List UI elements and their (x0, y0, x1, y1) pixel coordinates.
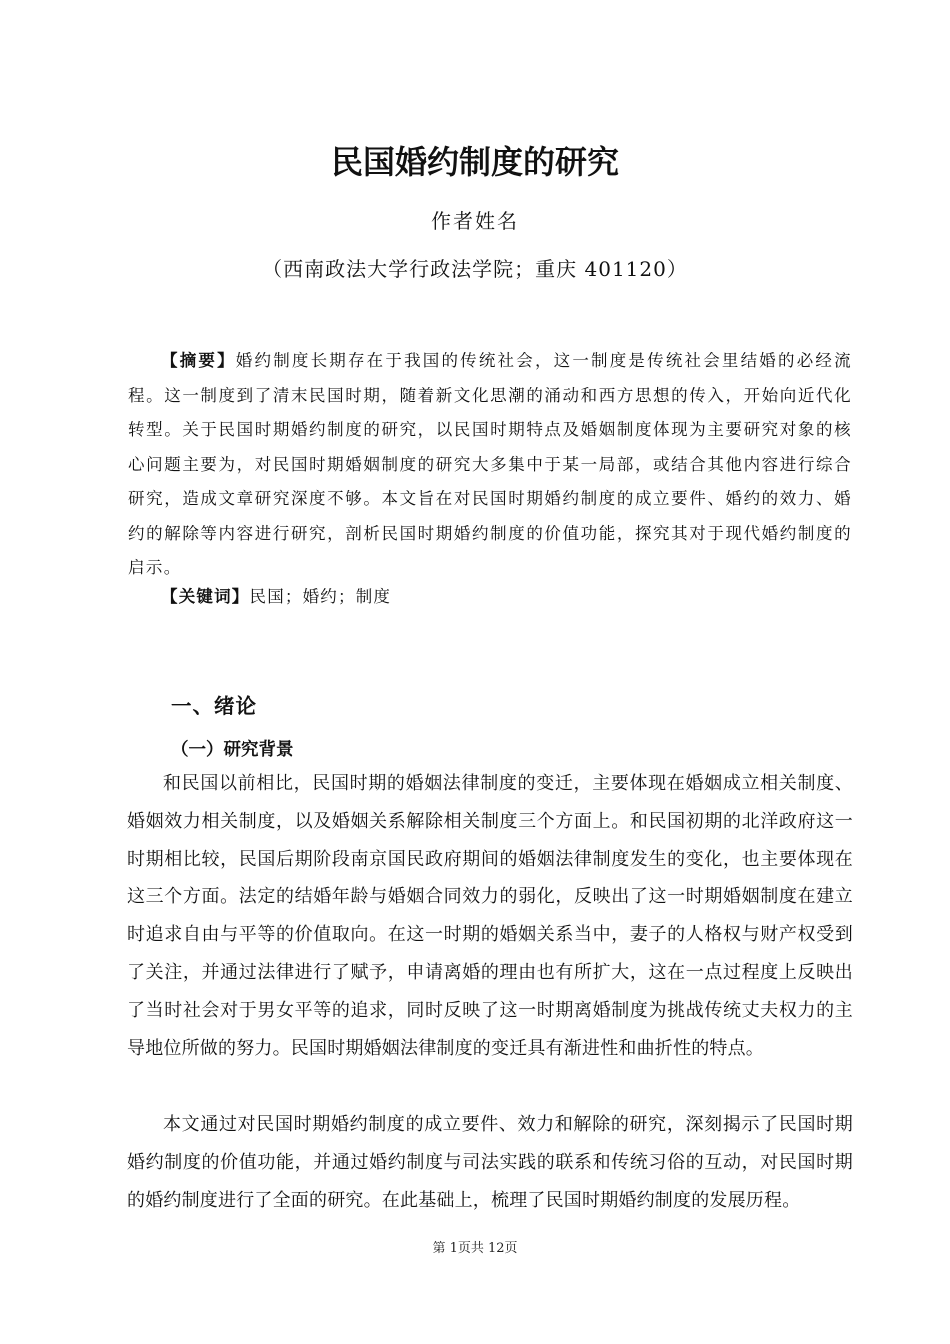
body-paragraph-1: 和民国以前相比，民国时期的婚姻法律制度的变迁，主要体现在婚姻成立相关制度、婚姻效力相关制度，以及婚姻关系解除相关制度三个方面上。和民国初期的北洋政府这一时期相比较，民国后期阶段南京国民政府期间的婚姻法律制度发生的变化，也主要体现在这三个方面。法定的结婚年龄与婚姻合同效力的弱化，反映出了这一时期婚姻制度在建立时追求自由与平等的价值取向。在这一时期的婚姻关系当中，妻子的人格权与财产权受到了关注，并通过法律进行了赋予，申请离婚的理由也有所扩大，这在一点过程度上反映出了当时社会对于男女平等的追求，同时反映了这一时期离婚制度为挑战传统丈夫权力的主导地位所做的努力。民国时期婚姻法律制度的变迁具有渐进性和曲折性的特点。 (127, 773, 853, 1059)
keywords-text: 民国；婚约；制度 (249, 587, 392, 606)
page-footer: 第 1页共 12页 (432, 1241, 518, 1256)
keywords-block (161, 580, 851, 614)
paper-title: 民国婚约制度的研究 (330, 143, 619, 181)
abstract-block (128, 344, 852, 586)
subsection-heading: （一）研究背景 (171, 740, 294, 760)
author-name: 作者姓名 (431, 209, 519, 233)
body-paragraph-2: 本文通过对民国时期婚约制度的成立要件、效力和解除的研究，深刻揭示了民国时期婚约制度的价值功能，并通过婚约制度与司法实践的联系和传统习俗的互动，对民国时期的婚约制度进行了全面的研究。在此基础上，梳理了民国时期婚约制度的发展历程。 (127, 1114, 853, 1211)
keywords-label: 【关键词】 (161, 587, 250, 606)
abstract-label: 【摘要】 (161, 351, 236, 370)
author-affiliation: （西南政法大学行政法学院；重庆 401120） (262, 257, 688, 281)
abstract-text: 婚约制度长期存在于我国的传统社会，这一制度是传统社会里结婚的必经流程。这一制度到了清末民国时期，随着新文化思潮的涌动和西方思想的传入，开始向近代化转型。关于民国时期婚约制度的研究，以民国时期特点及婚姻制度体现为主要研究对象的核心问题主要为，对民国时期婚姻制度的研究大多集中于某一局部，或结合其他内容进行综合研究，造成文章研究深度不够。本文旨在对民国时期婚约制度的成立要件、婚约的效力、婚约的解除等内容进行研究，剖析民国时期婚约制度的价值功能，探究其对于现代婚约制度的启示。 (128, 351, 852, 577)
section-heading: 一、绪论 (171, 694, 257, 718)
